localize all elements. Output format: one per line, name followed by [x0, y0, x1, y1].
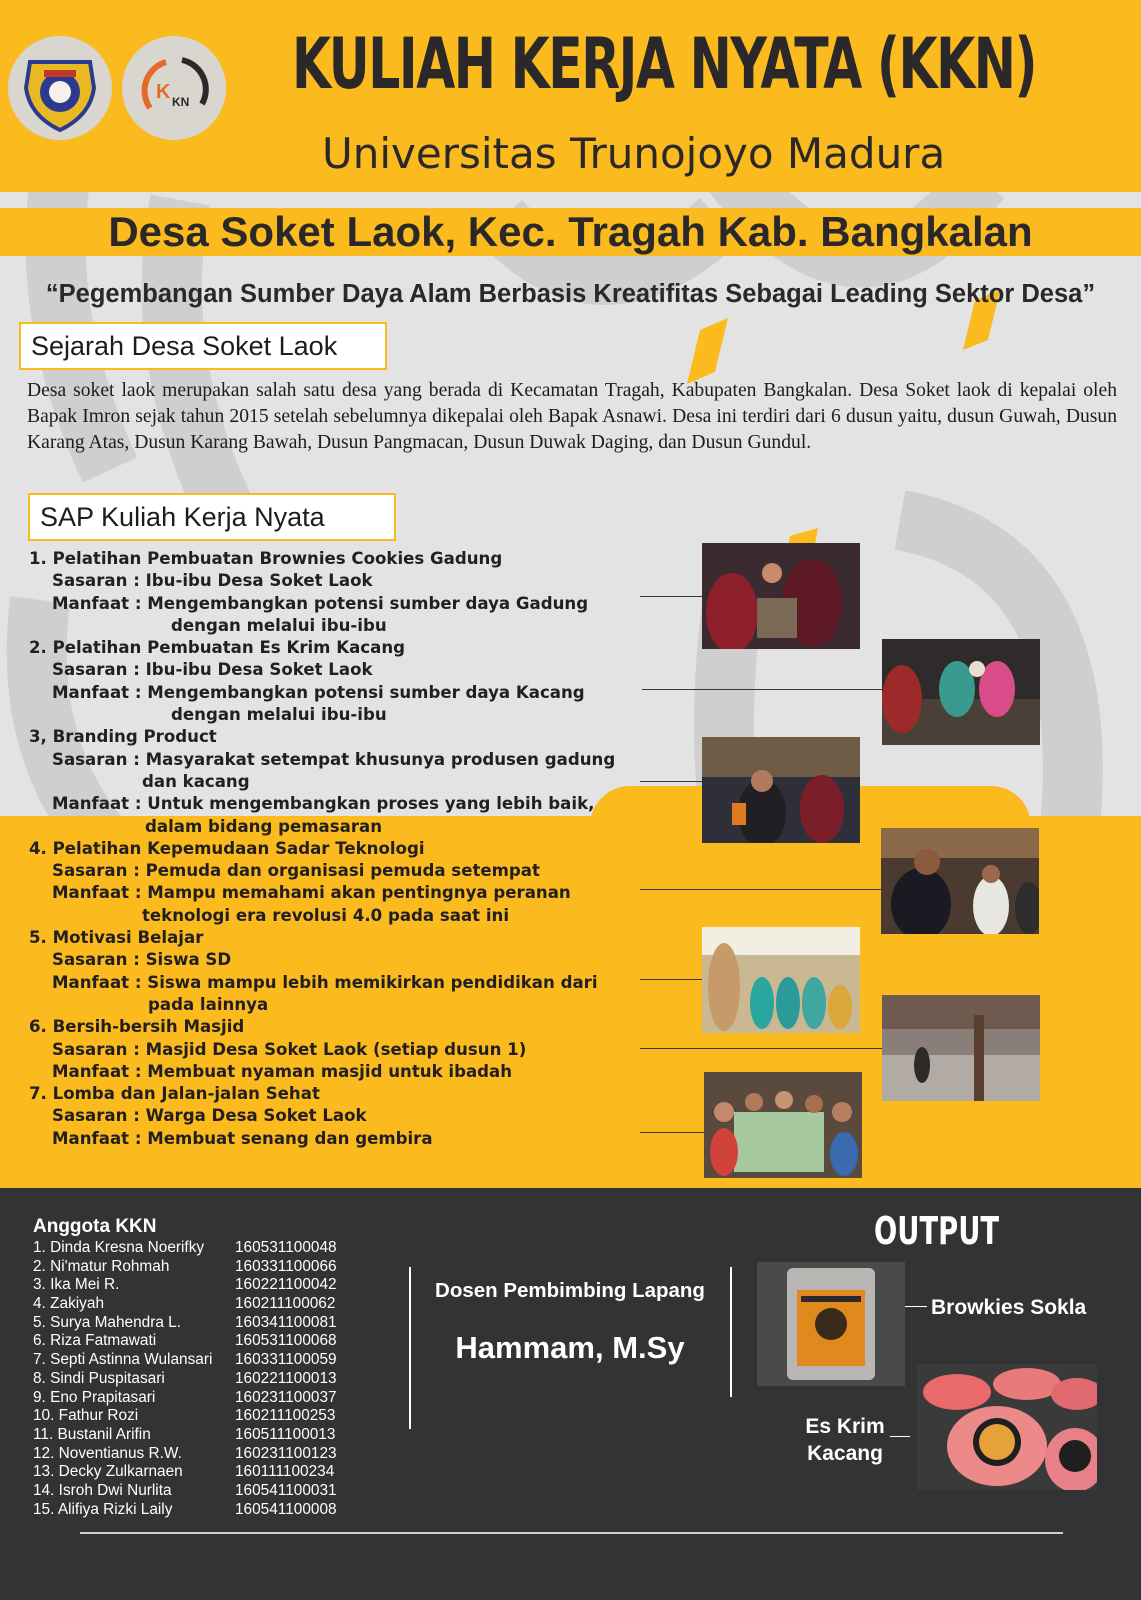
photo-connector-line	[640, 781, 702, 782]
product-connector-line	[905, 1306, 927, 1307]
kkn-logo-icon	[122, 36, 226, 140]
svg-text:K: K	[156, 81, 171, 103]
member-name: 11. Bustanil Arifin	[33, 1425, 151, 1443]
activity-manfaat: Manfaat : Siswa mampu lebih memikirkan pendidikan dari	[52, 972, 598, 992]
activity-manfaat-cont: pada lainnya	[148, 994, 269, 1014]
anggota-heading: Anggota KKN	[33, 1216, 157, 1237]
member-list	[33, 1239, 353, 1519]
member-id: 160211100253	[235, 1407, 336, 1425]
activity-title: 2. Pelatihan Pembuatan Es Krim Kacang	[29, 638, 406, 658]
member-name: 5. Surya Mahendra L.	[33, 1313, 182, 1331]
activity-photo	[881, 828, 1039, 934]
activity-title: 3, Branding Product	[29, 727, 217, 747]
activity-sasaran: Sasaran : Masyarakat setempat khusunya produsen gadung	[52, 749, 616, 769]
member-row	[33, 1239, 353, 1258]
photo-connector-line	[642, 689, 882, 690]
member-row	[33, 1389, 353, 1408]
member-name: 7. Septi Astinna Wulansari	[33, 1351, 213, 1369]
member-name: 14. Isroh Dwi Nurlita	[33, 1481, 172, 1499]
member-id: 160531100048	[235, 1239, 337, 1256]
product-photo-browkies	[757, 1262, 905, 1386]
member-id: 160211100062	[235, 1295, 336, 1313]
photo-connector-line	[640, 889, 882, 890]
activity-sasaran: Sasaran : Warga Desa Soket Laok	[52, 1106, 367, 1126]
activity-item	[29, 637, 649, 726]
dosen-name: Hammam, M.Sy	[455, 1330, 685, 1365]
divider	[409, 1267, 411, 1429]
member-id: 160331100066	[235, 1257, 337, 1275]
activity-sasaran: Sasaran : Pemuda dan organisasi pemuda setempat	[52, 861, 540, 881]
member-name: 3. Ika Mei R.	[33, 1276, 120, 1294]
member-row	[33, 1407, 353, 1426]
member-id: 160221100042	[235, 1276, 337, 1294]
member-row	[33, 1314, 353, 1333]
member-row	[33, 1276, 353, 1295]
university-logo-icon	[8, 36, 112, 140]
footer-rule	[80, 1532, 1063, 1534]
activity-manfaat-cont: dengan melalui ibu-ibu	[171, 705, 387, 725]
member-id: 160111100234	[235, 1463, 335, 1481]
activity-manfaat: Manfaat : Untuk mengembangkan proses yang lebih baik,	[52, 794, 595, 814]
activity-item	[29, 1016, 649, 1083]
member-row	[33, 1258, 353, 1277]
activity-manfaat: Manfaat : Mampu memahami akan pentingnya peranan	[52, 883, 571, 903]
activity-sasaran: Sasaran : Siswa SD	[52, 950, 232, 970]
activity-sasaran: Sasaran : Ibu-ibu Desa Soket Laok	[52, 660, 373, 680]
activity-manfaat-cont: teknologi era revolusi 4.0 pada saat ini	[142, 905, 510, 925]
member-row	[33, 1445, 353, 1464]
activity-photo	[702, 927, 860, 1033]
member-name: 10. Fathur Rozi	[33, 1407, 139, 1425]
activity-photo	[882, 639, 1040, 745]
member-id: 160231100123	[235, 1444, 337, 1462]
member-name: 8. Sindi Puspitasari	[33, 1369, 165, 1387]
member-id: 160531100068	[235, 1332, 337, 1350]
activity-sasaran: Sasaran : Masjid Desa Soket Laok (setiap dusun 1)	[52, 1039, 527, 1059]
member-id: 160541100031	[235, 1481, 337, 1499]
member-id: 160231100037	[235, 1388, 337, 1406]
member-id: 160331100059	[235, 1351, 337, 1369]
output-heading: OUTPUT	[874, 1209, 1000, 1253]
product-label-es-krim	[790, 1413, 900, 1467]
activity-manfaat: Manfaat : Mengembangkan potensi sumber daya Gadung	[52, 593, 589, 613]
member-name: 2. Ni'matur Rohmah	[33, 1257, 170, 1275]
location-text: Desa Soket Laok, Kec. Tragah Kab. Bangkalan	[108, 208, 1033, 255]
member-id: 160511100013	[235, 1425, 336, 1443]
activity-title: 4. Pelatihan Kepemudaan Sadar Teknologi	[29, 838, 425, 858]
activity-manfaat-cont: dalam bidang pemasaran	[145, 816, 383, 836]
photo-connector-line	[640, 1132, 704, 1133]
member-id: 160221100013	[235, 1369, 337, 1387]
activity-sasaran: Sasaran : Ibu-ibu Desa Soket Laok	[52, 571, 373, 591]
product-photo-es-krim	[917, 1364, 1097, 1490]
activity-title: 7. Lomba dan Jalan-jalan Sehat	[29, 1084, 320, 1104]
photo-connector-line	[640, 979, 702, 980]
svg-text:KN: KN	[172, 95, 190, 109]
member-row	[33, 1501, 353, 1520]
activity-photo	[702, 737, 860, 843]
photo-connector-line	[640, 596, 702, 597]
activity-title: 6. Bersih-bersih Masjid	[29, 1017, 245, 1037]
dosen-label: Dosen Pembimbing Lapang	[435, 1279, 705, 1302]
activity-item	[29, 548, 649, 637]
activity-item	[29, 838, 649, 927]
activity-item	[29, 1083, 649, 1150]
activity-manfaat: Manfaat : Membuat senang dan gembira	[52, 1128, 433, 1148]
sejarah-heading: Sejarah Desa Soket Laok	[19, 322, 387, 370]
member-name: 13. Decky Zulkarnaen	[33, 1463, 183, 1481]
member-row	[33, 1351, 353, 1370]
activity-photo	[702, 543, 860, 649]
member-name: 4. Zakiyah	[33, 1295, 105, 1313]
member-name: 6. Riza Fatmawati	[33, 1332, 157, 1350]
product-label-line: Es Krim	[805, 1415, 885, 1438]
product-label-line: Kacang	[807, 1442, 883, 1465]
member-id: 160341100081	[235, 1313, 337, 1331]
member-name: 15. Alifiya Rizki Laily	[33, 1500, 173, 1518]
member-row	[33, 1463, 353, 1482]
member-row	[33, 1332, 353, 1351]
activity-item	[29, 927, 649, 1016]
member-row	[33, 1295, 353, 1314]
divider	[730, 1267, 732, 1397]
poster-title: KULIAH KERJA NYATA (KKN)	[292, 23, 1037, 105]
product-label-browkies: Browkies Sokla	[931, 1296, 1087, 1319]
member-name: 9. Eno Prapitasari	[33, 1388, 156, 1406]
activity-manfaat-cont: dengan melalui ibu-ibu	[171, 615, 387, 635]
university-name: Universitas Trunojoyo Madura	[322, 129, 946, 178]
activity-sasaran-cont: dan kacang	[142, 771, 250, 791]
sejarah-paragraph: Desa soket laok merupakan salah satu desa yang berada di Kecamatan Tragah, Kabupaten Bangkalan. Desa Soket laok di kepalai oleh Bapak Imron sejak tahun 2015 setelah sebelumnya dikepalai oleh Bapak Asnawi. Desa ini terdiri dari 6 dusun yaitu, dusun Guwah, Dusun Karang Atas, Dusun Karang Bawah, Dusun Pangmacan, Dusun Duwak Daging, dan Dusun Gundul.	[27, 380, 1117, 453]
photo-connector-line	[640, 1048, 882, 1049]
activity-title: 1. Pelatihan Pembuatan Brownies Cookies Gadung	[29, 549, 503, 568]
activity-manfaat: Manfaat : Mengembangkan potensi sumber daya Kacang	[52, 682, 585, 702]
member-row	[33, 1482, 353, 1501]
activity-photo	[882, 995, 1040, 1101]
member-id: 160541100008	[235, 1500, 337, 1518]
member-name: 12. Noventianus R.W.	[33, 1444, 182, 1462]
activity-title: 5. Motivasi Belajar	[29, 928, 204, 948]
theme-quote: “Pegembangan Sumber Daya Alam Berbasis Kreatifitas Sebagai Leading Sektor Desa”	[45, 280, 1096, 308]
sap-heading: SAP Kuliah Kerja Nyata	[28, 493, 396, 541]
member-name: 1. Dinda Kresna Noerifky	[33, 1239, 205, 1256]
activity-photo	[704, 1072, 862, 1178]
member-row	[33, 1370, 353, 1389]
member-row	[33, 1426, 353, 1445]
sap-activity-list	[29, 548, 649, 1150]
activity-item	[29, 726, 649, 837]
activity-manfaat: Manfaat : Membuat nyaman masjid untuk ibadah	[52, 1061, 513, 1081]
